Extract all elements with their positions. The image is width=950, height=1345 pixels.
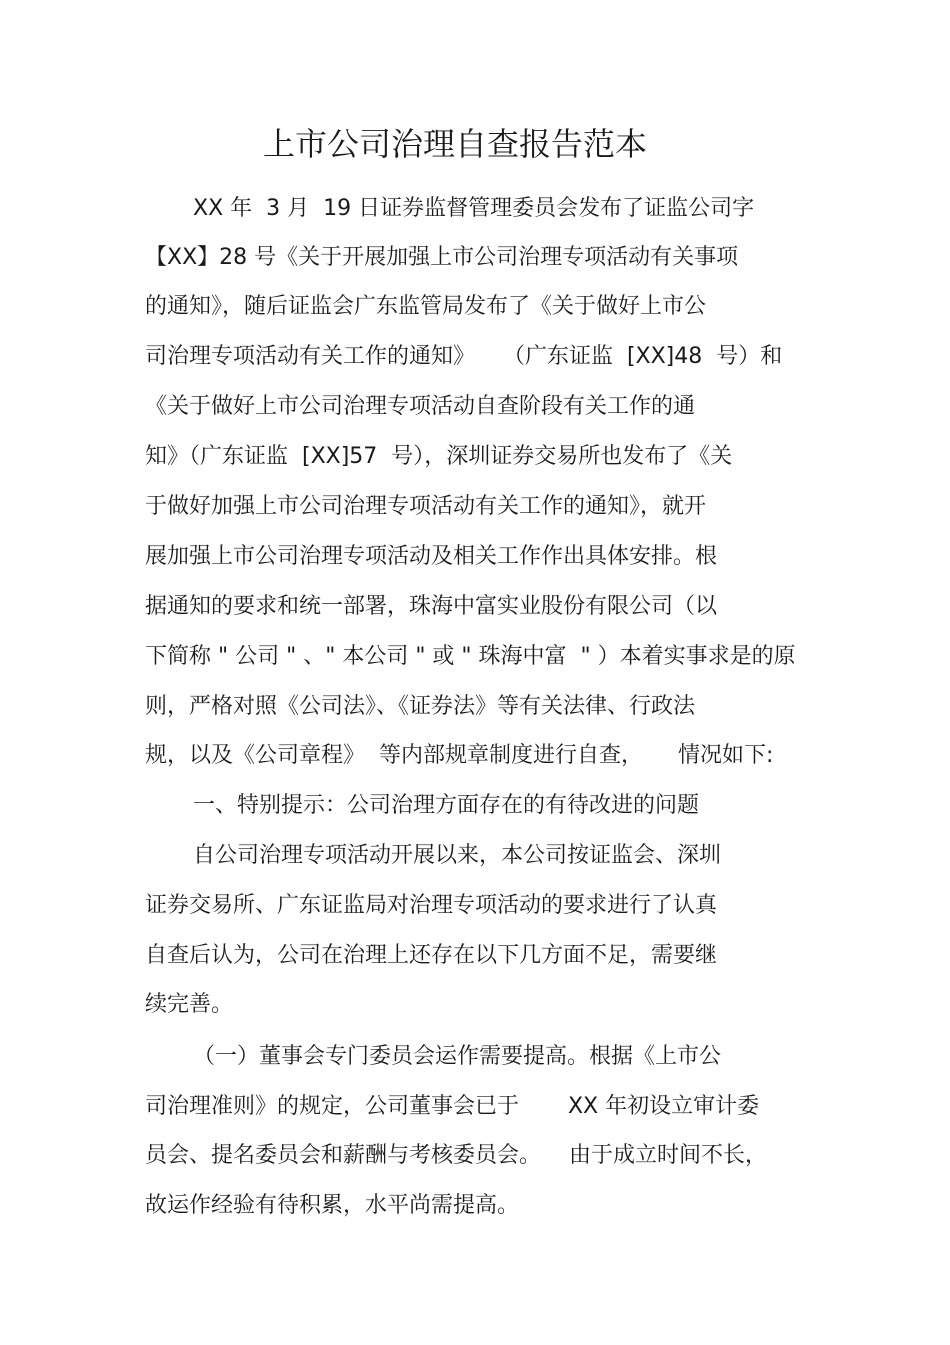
paragraph-line: 员会、提名委员会和薪酬与考核委员会。 由于成立时间不长， [145, 1143, 767, 1168]
paragraph-line: 据通知的要求和统一部署，珠海中富实业股份有限公司（以 [145, 594, 718, 619]
section-heading: 一、特别提示：公司治理方面存在的有待改进的问题 [193, 793, 700, 818]
paragraph-line: 自公司治理专项活动开展以来，本公司按证监会、深圳 [193, 843, 722, 868]
paragraph-line: XX 年 3 月 19 日证券监督管理委员会发布了证监公司字 [193, 196, 755, 221]
subsection-heading: （一）董事会专门委员会运作需要提高。根据《上市公 [193, 1044, 722, 1069]
paragraph-line: 《关于做好上市公司治理专项活动自查阶段有关工作的通 [145, 394, 696, 419]
paragraph-line: 下简称 " 公司 " 、" 本公司 " 或 " 珠海中富 " ）本着实事求是的原 [145, 644, 796, 669]
paragraph-line: 则，严格对照《公司法》、《证券法》等有关法律、行政法 [145, 694, 696, 719]
paragraph-line: 规，以及《公司章程》 等内部规章制度进行自查， 情况如下: [145, 743, 774, 768]
paragraph-line: 展加强上市公司治理专项活动及相关工作作出具体安排。根 [145, 544, 718, 569]
paragraph-line: 司治理准则》的规定，公司董事会已于 XX 年初设立审计委 [145, 1094, 760, 1119]
paragraph-line: 知》（广东证监 [XX]57 号），深圳证券交易所也发布了《关 [145, 444, 733, 469]
paragraph-line: 证券交易所、广东证监局对治理专项活动的要求进行了认真 [145, 893, 718, 918]
paragraph-line: 的通知》，随后证监会广东监管局发布了《关于做好上市公 [145, 294, 707, 319]
paragraph-line: 【XX】28 号《关于开展加强上市公司治理专项活动有关事项 [145, 245, 739, 270]
paragraph-line: 续完善。 [145, 992, 234, 1017]
paragraph-line: 于做好加强上市公司治理专项活动有关工作的通知》，就开 [145, 494, 707, 519]
paragraph-line: 自查后认为，公司在治理上还存在以下几方面不足，需要继 [145, 943, 718, 968]
paragraph-line: 故运作经验有待积累，水平尚需提高。 [145, 1193, 520, 1218]
paragraph-line: 司治理专项活动有关工作的通知》 （广东证监 [XX]48 号）和 [145, 344, 783, 369]
document-title: 上市公司治理自查报告范本 [262, 125, 647, 163]
